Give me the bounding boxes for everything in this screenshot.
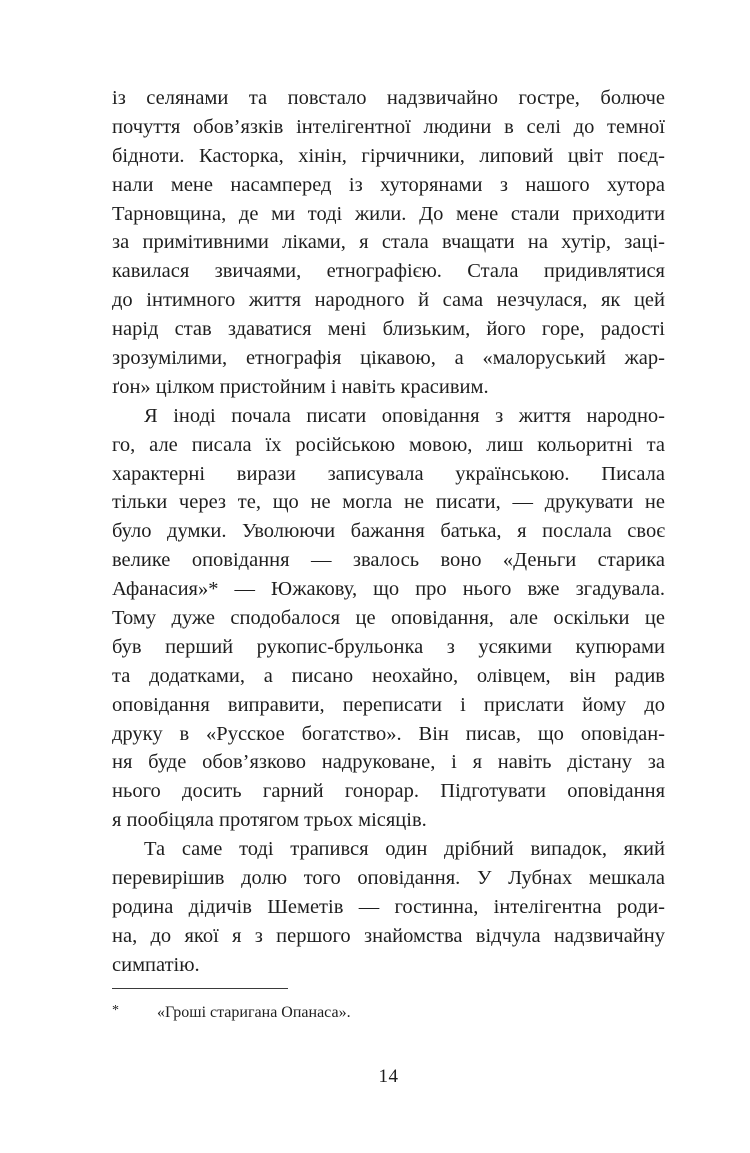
text-line: нали мене насамперед із хуторянами з нашого хутора bbox=[112, 173, 665, 196]
text-line: був перший рукопис-брульонка з усякими купюрами bbox=[112, 635, 665, 658]
text-line: Афанасия»* — Южакову, що про нього вже згадувала. bbox=[112, 578, 665, 601]
text-line: нарід став здаватися мені близьким, його горе, радості bbox=[112, 318, 665, 341]
text-line: Тарновщина, де ми тоді жили. До мене стали приходити bbox=[112, 202, 665, 225]
footnote-divider bbox=[112, 988, 288, 989]
text-line: го, але писала їх російською мовою, лиш кольоритні та bbox=[112, 433, 665, 456]
text-line: симпатію. bbox=[112, 953, 200, 976]
text-line: та додатками, а писано неохайно, олівцем, він радив bbox=[112, 664, 665, 687]
text-line: ґон» цілком пристойним і навіть красивим. bbox=[112, 375, 489, 398]
text-line: на, до якої я з першого знайомства відчула надзвичайну bbox=[112, 924, 665, 947]
page-number: 14 bbox=[378, 1066, 399, 1087]
body-text bbox=[112, 84, 665, 980]
text-line: було думки. Уволюючи бажання батька, я послала своє bbox=[112, 520, 665, 543]
text-line: із селянами та повстало надзвичайно гостре, болюче bbox=[112, 87, 665, 109]
text-line: характерні вирази записувала українською. Писала bbox=[112, 462, 665, 485]
footnote-marker: * bbox=[112, 1003, 119, 1018]
text-line: перевирішив долю того оповідання. У Лубнах мешкала bbox=[112, 867, 665, 890]
text-line: я пообіцяла протягом трьох місяців. bbox=[112, 809, 427, 832]
footnote-text: «Гроші старигана Опанаса». bbox=[157, 1004, 351, 1021]
text-line: бідноти. Касторка, хінін, гірчичники, липовий цвіт поєд- bbox=[112, 144, 665, 167]
text-line: оповідання виправити, переписати і прислати йому до bbox=[112, 693, 665, 716]
text-line: почуття обов’язків інтелігентної людини в селі до темної bbox=[112, 115, 665, 138]
text-line: ня буде обов’язково надруковане, і я навіть дістану за bbox=[112, 751, 665, 774]
text-line: друку в «Русское богатство». Він писав, що оповідан- bbox=[112, 722, 665, 745]
text-line: до інтимного життя народного й сама незчулася, як цей bbox=[112, 289, 665, 312]
text-line: Я іноді почала писати оповідання з життя народно- bbox=[144, 404, 665, 427]
text-line: родина дідичів Шеметів — гостинна, інтелігентна роди- bbox=[112, 895, 665, 918]
text-line: Та саме тоді трапився один дрібний випадок, який bbox=[144, 838, 665, 861]
text-line: нього досить гарний гонорар. Підготувати оповідання bbox=[112, 780, 665, 803]
text-line: за примітивними ліками, я стала вчащати на хутір, заці- bbox=[112, 231, 665, 254]
text-line: велике оповідання — звалось воно «Деньги старика bbox=[112, 549, 665, 572]
text-line: зрозумілими, етнографія цікавою, а «малоруський жар- bbox=[112, 347, 665, 370]
text-line: Тому дуже сподобалося це оповідання, але оскільки це bbox=[112, 607, 665, 630]
footnote-line bbox=[112, 1002, 665, 1025]
footnote bbox=[112, 988, 665, 1025]
text-line: кавилася звичаями, етнографією. Стала придивлятися bbox=[112, 260, 665, 283]
text-line: тільки через те, що не могла не писати, — друкувати не bbox=[112, 491, 665, 514]
